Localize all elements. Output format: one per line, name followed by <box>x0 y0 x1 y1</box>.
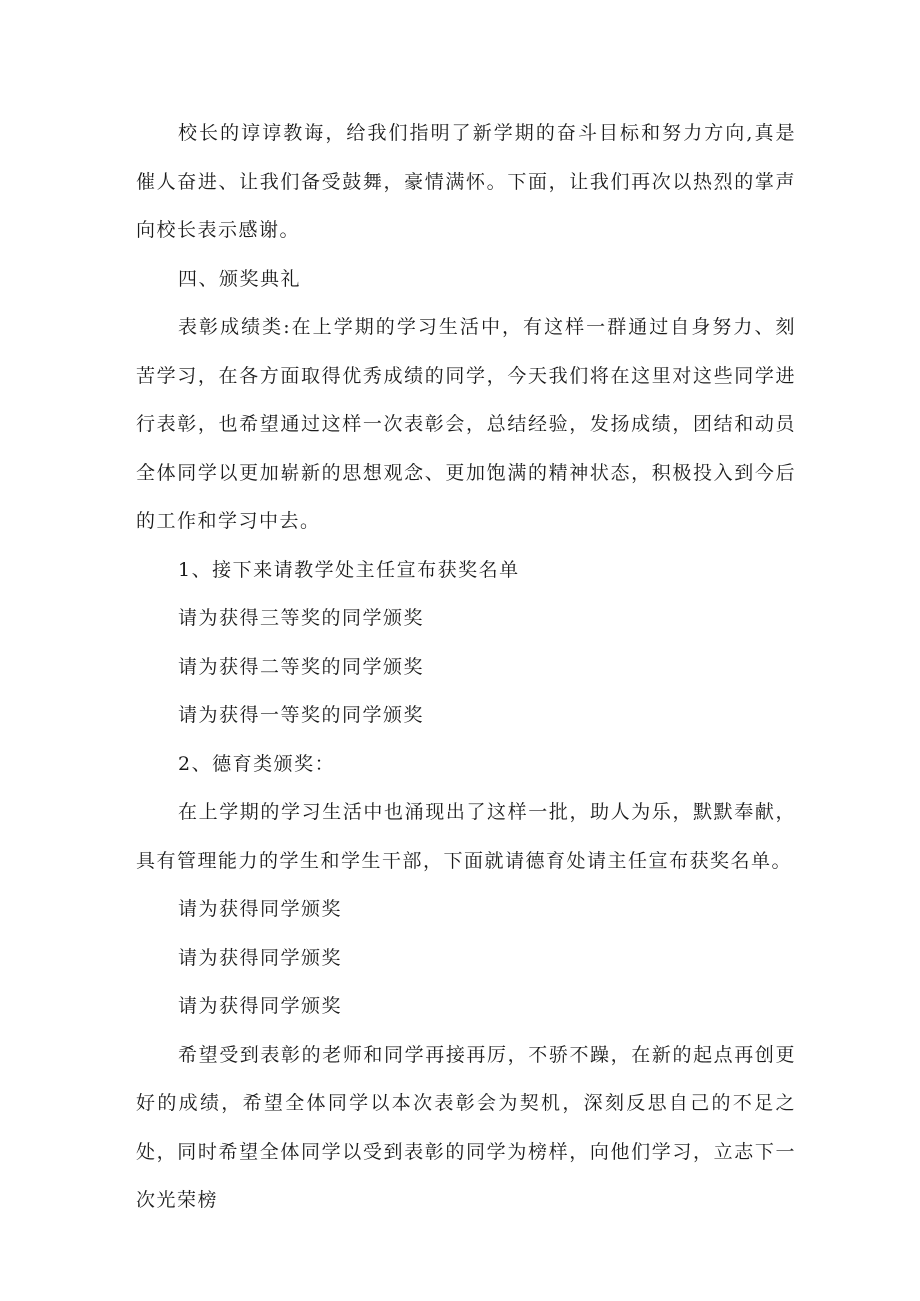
item-academic-announcement: 1、接下来请教学处主任宣布获奖名单 <box>178 558 520 581</box>
item-moral-award-1: 请为获得同学颁奖 <box>178 898 343 920</box>
item-moral-award-2: 请为获得同学颁奖 <box>178 946 343 969</box>
document-body <box>136 109 796 1225</box>
item-moral-awards-heading: 2、德育类颁奖： <box>178 752 336 775</box>
section-heading-awards: 四、颁奖典礼 <box>178 267 302 290</box>
item-moral-award-3: 请为获得同学颁奖 <box>178 995 343 1017</box>
paragraph-closing-hope: 希望受到表彰的老师和同学再接再厉，不骄不躁，在新的起点再创更好的成绩，希望全体同学以本次表彰会为契机，深刻反思自己的不足之处，同时希望全体同学以受到表彰的同学为榜样，向他们学习，立志下一次光荣榜 <box>136 1043 796 1211</box>
item-third-prize: 请为获得三等奖的同学颁奖 <box>178 607 425 629</box>
paragraph-academic-awards: 表彰成绩类:在上学期的学习生活中，有这样一群通过自身努力、刻苦学习，在各方面取得优秀成绩的同学，今天我们将在这里对这些同学进行表彰，也希望通过这样一次表彰会，总结经验，发扬成绩，团结和动员全体同学以更加崭新的思想观念、更加饱满的精神状态，积极投入到今后的工作和学习中去。 <box>136 316 796 532</box>
paragraph-thanks-principal: 校长的谆谆教诲，给我们指明了新学期的奋斗目标和努力方向,真是催人奋进、让我们备受鼓舞，豪情满怀。下面，让我们再次以热烈的掌声向校长表示感谢。 <box>136 122 796 241</box>
item-second-prize: 请为获得二等奖的同学颁奖 <box>178 655 425 678</box>
item-first-prize: 请为获得一等奖的同学颁奖 <box>178 704 425 726</box>
paragraph-moral-awards: 在上学期的学习生活中也涌现出了这样一批，助人为乐，默默奉献，具有管理能力的学生和学生干部，下面就请德育处请主任宣布获奖名单。 <box>136 801 796 872</box>
